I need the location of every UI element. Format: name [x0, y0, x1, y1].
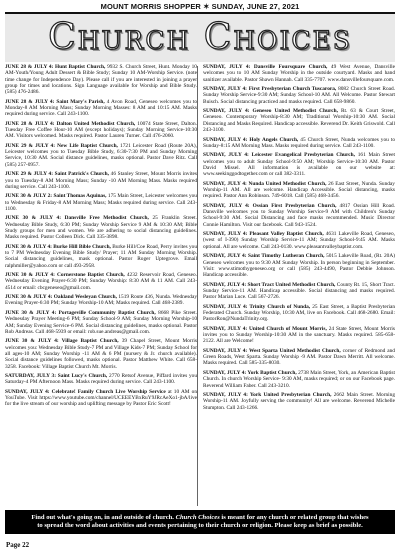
listing-heading: SUNDAY, JULY 4: Celebrate! Family Church Live Worship Service — [5, 388, 166, 395]
listing-heading: JUNE 30 & JULY 4: Portageville Community Baptist Church, — [5, 309, 156, 316]
listing-body: Rt. 63 & Court Street, Geneseo. Contemporary Worship-8:30 AM; Traditional Worship-10:30 AM. Social Distancing and Masks Required. Handicap accessible. Reverend Dr. Keith Griswold. Call 243-3100. — [203, 108, 395, 134]
listing-heading: SUNDAY, JULY 4: Nunda United Methodist Church, — [203, 180, 327, 187]
church-listing — [203, 370, 395, 389]
church-listing — [5, 99, 197, 118]
listing-body: 4631 Lakeville Road, Geneseo, (west of I-390) Sunday Worship Service-11 AM; Sunday School-9:45 AM. Masks optional. All are welcome. Call 243-0130. www.pleasantvalleybaptist.com. — [203, 231, 395, 250]
church-listing — [203, 326, 395, 345]
listing-body: 1721 Leicester Road (Route 20A), Leicester welcomes you to Tuesday Bible Study, 6:30-7:30 PM and Sunday Morning Service, 10:30 AM. Social distance guidelines, masks optional. Pastor Dave Ritz. Call (585) 257-0957. — [5, 142, 197, 168]
listings-columns — [5, 64, 395, 507]
listing-body: 10074 State Street, Dalton. Tuesday Free Coffee Hour-10 AM (except holidays); Sunday Morning Service-10:30 AM. Visitors welcomed. Masks required. Pastor Lauren Turner. Call 476-2060. — [5, 120, 197, 140]
masthead-title: Church Choices — [48, 17, 352, 58]
listing-heading: JUNE 30 & JULY 2: Saint Thomas Aquinas, — [5, 193, 107, 200]
listing-body: 4232 Reservoir Road, Geneseo. Wednesday Evening Prayer-6:30 PM; Sunday Worship: 8:30 AM & 11 AM. Call 243-4514 or email: cbcgeneseo@gmail.com. — [5, 272, 197, 291]
church-listing — [5, 64, 197, 95]
left-column — [5, 64, 197, 507]
listing-heading: SUNDAY, JULY 4: West Sparta United Methodist Church, — [203, 347, 341, 354]
listing-body: at 10 AM on YouTube. Visit https://www.youtube.com/channel/UCEEEYBxRuY9JRcAeXo1-jbA/live for the live stream of our worship and uplifting message by Pastor Eric Scott! — [5, 388, 197, 408]
church-listing — [203, 304, 395, 323]
listing-heading: JUNE 30 & JULY 4: Dansville Free Methodist Church, — [5, 215, 149, 222]
listing-heading: SUNDAY, JULY 4: First Presbyterian Church Tuscarora, — [203, 86, 337, 93]
page-header: MOUNT MORRIS SHOPPER ✶ SUNDAY, JUNE 27, 2021 — [100, 2, 300, 11]
church-listing — [203, 348, 395, 367]
listing-body: 46 Stanley Street, Mount Morris invites you to Tuesday-8 AM Morning Mass; Sunday -10 AM Morning Mass. Masks required during service. Call 243-1100. — [5, 171, 197, 190]
listing-body: County Rt. 15, Short Tract. Sunday Service-11 AM. Handicap accessible. Social distancing and masks required. Pastor Marian Luce. Call 567-2726. — [203, 281, 395, 301]
banner-line-1: Find out what's going on, in and outside of church. Church Choices is meant for any church or related group that wishes — [31, 513, 369, 521]
column-divider — [197, 66, 198, 506]
listing-body: 5015 Lakeville Road, (Rt. 20A) Geneseo welcomes you to 9:30 AM Sunday Worship. In person beginning in September. Visit: www.stimothygeneseo.org or call (585) 243-4490, Pastor Debbie Johnson. Handicap accessible. — [203, 253, 395, 279]
listing-heading: SUNDAY, JULY 4: Trinity Church of Nunda, — [203, 303, 311, 310]
church-listing — [203, 253, 395, 278]
church-listing — [5, 310, 197, 335]
listing-heading: SUNDAY, JULY 4: Leicester Evangelical Presbyterian Church, — [203, 152, 355, 159]
church-listing — [5, 215, 197, 240]
church-listing — [203, 231, 395, 250]
listing-heading: SUNDAY, JULY 4: York Baptist Church, — [203, 369, 297, 376]
church-listing — [5, 171, 197, 190]
page-number: Page 22 — [6, 541, 30, 549]
listing-body: 25 East Street, a Baptist Presbyterian Federated Church. Sunday Worship, 10:30 AM, live on Facebook. Call 468-2680. Email: PastorRon@NundaTrinity.org. — [203, 303, 395, 323]
church-listing — [5, 294, 197, 307]
listing-body: 2738 Main Street, York, an American Baptist Church. In church Worship Service- 9:30 AM, masks required; or on our Facebook page. Reverend William Faber. Call 243-3210. — [203, 369, 395, 389]
listing-body: 8668 Pike Street. Wednesday Prayer Meeting-6 PM; Sunday School-9 AM; Sunday Morning Worship-10 AM; Sunday Evening Service-6 PM. Social distancing guidelines, masks optional. Pastor Rob Andreas. Call 468-5939 or email: rob.sue.andreas@gmail.com. — [5, 309, 197, 335]
listing-body: 175 Main Street, Leicester welcomes you to Wednesday & Friday-8 AM Morning Mass; Masks required during service. Call 243-1100. — [5, 193, 197, 212]
listing-body: 24 State Street, Mount Morris invites you to Sunday Worship-10:30 AM in the sanctuary. Masks required. 585-658-2122. All are Welcome! — [203, 325, 395, 345]
church-listing — [5, 244, 197, 269]
church-listing — [203, 108, 395, 133]
church-listing — [203, 137, 395, 150]
church-listing — [203, 152, 395, 177]
listing-body: 26 East Street, Nunda. Sunday Worship-11 AM. All are welcome. Handicap Accessible. Social distancing, masks required. Pastor Ann Robinson. 749-6018. Call (585) 468-3456. — [203, 180, 395, 200]
listing-heading: SUNDAY, JULY 4: York United Presbyterian Church, — [203, 391, 332, 398]
listing-body: Burke Hill/Coe Road, Perry invites you to 7 PM Wednesday Evening Bible Study/ Prayer; 11 AM Sunday Morning Worship. Social distancing guidelines, mask optional. Pastor Roger Uptegrove. Email ralphmiller@yahoo.com or call 493-2958. — [5, 243, 197, 269]
listing-heading: JUNE 30 & JULY 4: Village Baptist Church, — [5, 338, 119, 345]
listing-heading: JUNE 30 & JULY 4: Burke Hill Bible Church, — [5, 243, 111, 250]
listing-heading: SUNDAY, JULY 4: Ossian First Presbyterian Church, — [203, 202, 337, 209]
listing-body: 4817 Ossian Hill Road. Dansville welcomes you to Sunday Worship Service-9 AM with Children's Sunday School-9:30 AM. Social Distancing and face masks recommended. Music Director Connie Hamilton. Visit our facebook. Call 943-1524. — [203, 202, 395, 228]
church-listing — [203, 203, 395, 228]
listing-body: 25 Franklin Street. Wednesday Bible Study, 6:30 PM; Sunday Worship Service 9 AM & 10:30 AM; Bible Study groups for men and women. We are adhering to social distancing guidelines. Masks required. Pastor Colleen Dick. Call 335-3898. — [5, 215, 197, 241]
church-listing — [5, 193, 197, 212]
church-listing — [5, 272, 197, 291]
listing-body: 161 Main Street welcomes you to adult Sunday School-9:50 AM; Worship Service-10:30 AM. Pastor David Missel. All information is available on our website at: www.seekinggodtogether.com or call 382-3311. — [203, 152, 395, 178]
listing-heading: JUNE 28 & JULY 4: Saint Mary's Parish, — [5, 98, 105, 105]
listing-heading: JUNE 28 & JULY 4: Dalton United Methodist Church, — [5, 120, 136, 127]
listing-body: 49 West Avenue, Dansville welcomes you to 10 AM Sunday Worship in the outside courtyard. Masks and hand sanitizer available. Pastor Shawn Hannah. Call 335-7707. www.dansvillefoursquare.com. — [203, 64, 395, 83]
listing-body: corner of Redmond and Green Roads, West Sparta. Sunday Worship -9 AM. Pastor Dawn Merritt. All welcome. Masks required. Call 585-335-8030. — [203, 347, 395, 367]
church-listing — [203, 392, 395, 411]
church-listing — [203, 86, 395, 105]
listing-heading: SUNDAY, JULY 4: Dansville Foursquare Church, — [203, 64, 328, 70]
listing-heading: JUNE 30 & JULY 4: Cornerstone Baptist Church, — [5, 272, 125, 279]
church-listing — [5, 338, 197, 369]
listing-heading: SUNDAY, JULY 4: Saint Timothy Lutheran Church, — [203, 253, 325, 260]
right-column — [203, 64, 395, 507]
listing-heading: SUNDAY, JULY 4: Holy Angels Church, — [203, 136, 299, 143]
listing-heading: SUNDAY, JULY 4: Geneseo United Methodist Church, — [203, 108, 338, 115]
church-listing — [203, 64, 395, 83]
church-listing — [203, 181, 395, 200]
listing-body: 2770 Retsof Avenue, Piffard invites you Saturday-4 PM Afternoon Mass. Masks required during service. Call 243-1100. — [5, 373, 197, 386]
listing-heading: SUNDAY, JULY 4: United Church of Mount Morris, — [203, 325, 327, 332]
info-banner — [5, 510, 395, 534]
church-listing — [203, 282, 395, 301]
listing-heading: JUNE 30 & JULY 4: Oakland Wesleyan Church, — [5, 294, 117, 301]
church-listing — [5, 389, 197, 408]
listing-heading: JUNE 29 & JULY 4: New Life Baptist Church, — [5, 142, 118, 149]
listing-heading: SUNDAY, JULY 4: Short Tract United Methodist Church, — [203, 281, 336, 288]
listing-body: 45 Church Street, Nunda welcomes you to Sunday-8:15 AM Morning Mass. Masks required during service. Call 243-1100. — [203, 136, 395, 149]
listing-body: 2662 Main Street. Morning Worship-11 AM. Joyfully serving the community! All are welcome. Reverend Michelle Stumpton. Call 243-1266. — [203, 391, 395, 411]
listing-body: 9932 S. Church Street, Hunt. Monday 10 AM-Youth/Young Adult Dessert & Bible Study; Sunday 10 AM-Worship Service. (note time change for Independence Day). Please call if you are interested in joining a prayer group for times and locations. Sign Language available for Worship and Bible Study. (585) 476-2486. — [5, 64, 197, 96]
listing-heading: SUNDAY, JULY 4: Pleasant Valley Baptist Church, — [203, 231, 324, 238]
listing-body: 8082 Church Street Road. Sunday Worship Service-9:30 AM; Sunday School-10 AM. All Welcome. Pastor Stewart Buisch. Social distancing practiced and masks required. Call 658-9860. — [203, 86, 395, 105]
church-listing — [5, 143, 197, 168]
listing-body: 1519 Route 436, Nunda. Wednesday Evening Prayer-6:30 PM; Sunday Worship-10 AM; Masks required. Call 468-2389. — [5, 294, 197, 307]
listing-heading: JUNE 29 & JULY 4: Saint Patrick's Church, — [5, 171, 109, 178]
listing-heading: JUNE 28 & JULY 4: Hunt Baptist Church, — [5, 64, 106, 70]
listing-body: 39 Chapel Street, Mount Morris welcomes you: Wednesday Bible Study-7 PM and Village Kids-7 PM; Sunday School for all ages-10 AM; Sunday Worship -11 AM & 6 PM (nursery & Jr. church available). Social distance guidelines followed, masks optional. Pastor Matthew White. Call 658-3258. Facebook: Village Baptist Church Mt. Morris. — [5, 338, 197, 370]
church-listing — [5, 373, 197, 386]
listing-body: 4 Avon Road, Geneseo welcomes you to Monday-8 AM Morning Mass; Sunday Morning Masses: 8 AM and 10:15 AM. Masks required during service. Call 243-1100. — [5, 98, 197, 118]
masthead — [5, 14, 395, 62]
church-listing — [5, 121, 197, 140]
banner-line-2: to spread the word about activities and events pertaining to their church or religion. Please keep as brief as possible. — [37, 521, 363, 529]
listing-heading: SATURDAY, JULY 3: Saint Lucy's Church, — [5, 373, 108, 380]
